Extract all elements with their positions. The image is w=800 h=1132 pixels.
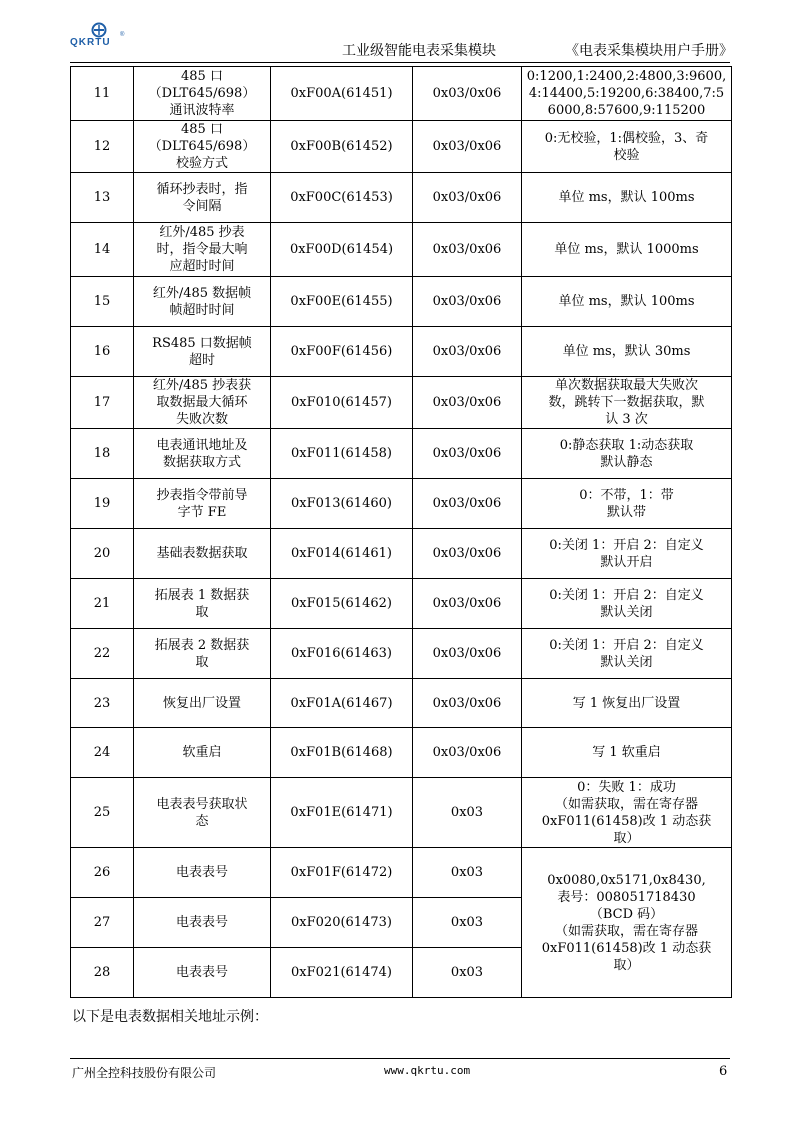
cell-register-address: 0xF01A(61467) [271, 679, 413, 728]
cell-parameter-name: 循环抄表时，指 令间隔 [134, 173, 271, 223]
cell-index: 28 [71, 948, 134, 998]
cell-register-address: 0xF00C(61453) [271, 173, 413, 223]
table-row [71, 223, 732, 277]
cell-description: 单位 ms，默认 30ms [522, 327, 732, 377]
cell-description: 写 1 恢复出厂设置 [522, 679, 732, 728]
logo-text: QKRTU [70, 37, 111, 48]
cell-description: 0:1200,1:2400,2:4800,3:9600, 4:14400,5:19200,6:38400,7:5 6000,8:57600,9:115200 [522, 67, 732, 121]
table-row [71, 848, 732, 898]
cell-function-code: 0x03/0x06 [413, 121, 522, 173]
cell-index: 26 [71, 848, 134, 898]
cell-index: 24 [71, 728, 134, 778]
table-row [71, 778, 732, 848]
cell-index: 17 [71, 377, 134, 429]
cell-function-code: 0x03 [413, 898, 522, 948]
cell-register-address: 0xF00B(61452) [271, 121, 413, 173]
logo-mark-icon [90, 22, 108, 38]
cell-register-address: 0xF00F(61456) [271, 327, 413, 377]
cell-description: 单位 ms，默认 100ms [522, 173, 732, 223]
cell-index: 19 [71, 479, 134, 529]
cell-parameter-name: 电表表号获取状 态 [134, 778, 271, 848]
footer-divider [70, 1058, 730, 1059]
cell-function-code: 0x03/0x06 [413, 529, 522, 579]
cell-parameter-name: 抄表指令带前导 字节 FE [134, 479, 271, 529]
cell-function-code: 0x03/0x06 [413, 173, 522, 223]
cell-parameter-name: 拓展表 1 数据获 取 [134, 579, 271, 629]
cell-function-code: 0x03/0x06 [413, 377, 522, 429]
cell-register-address: 0xF00D(61454) [271, 223, 413, 277]
table-row [71, 479, 732, 529]
table-row [71, 121, 732, 173]
cell-parameter-name: 恢复出厂设置 [134, 679, 271, 728]
cell-description: 0：不带，1：带 默认带 [522, 479, 732, 529]
cell-description: 0:静态获取 1:动态获取 默认静态 [522, 429, 732, 479]
table-row [71, 728, 732, 778]
cell-parameter-name: 485 口 （DLT645/698） 通讯波特率 [134, 67, 271, 121]
cell-description: 0：失败 1：成功 （如需获取，需在寄存器 0xF011(61458)改 1 动态获 取） [522, 778, 732, 848]
cell-register-address: 0xF014(61461) [271, 529, 413, 579]
cell-parameter-name: RS485 口数据帧 超时 [134, 327, 271, 377]
cell-description: 0:关闭 1：开启 2：自定义 默认关闭 [522, 579, 732, 629]
cell-function-code: 0x03 [413, 948, 522, 998]
cell-function-code: 0x03/0x06 [413, 327, 522, 377]
cell-description: 0:无校验，1:偶校验，3、奇 校验 [522, 121, 732, 173]
cell-description: 0:关闭 1：开启 2：自定义 默认开启 [522, 529, 732, 579]
examples-note: 以下是电表数据相关地址示例： [72, 1009, 268, 1025]
table-row [71, 327, 732, 377]
cell-register-address: 0xF013(61460) [271, 479, 413, 529]
cell-parameter-name: 电表表号 [134, 848, 271, 898]
cell-function-code: 0x03/0x06 [413, 277, 522, 327]
cell-function-code: 0x03/0x06 [413, 579, 522, 629]
cell-parameter-name: 红外/485 抄表 时，指令最大响 应超时时间 [134, 223, 271, 277]
logo-registered-mark: ® [120, 32, 125, 38]
table-row [71, 429, 732, 479]
cell-register-address: 0xF01E(61471) [271, 778, 413, 848]
cell-parameter-name: 电表表号 [134, 948, 271, 998]
cell-description: 写 1 软重启 [522, 728, 732, 778]
cell-register-address: 0xF01B(61468) [271, 728, 413, 778]
table-row [71, 277, 732, 327]
cell-register-address: 0xF00E(61455) [271, 277, 413, 327]
cell-function-code: 0x03/0x06 [413, 479, 522, 529]
cell-description-merged: 0x0080,0x5171,0x8430, 表号：008051718430 （BCD 码） （如需获取，需在寄存器 0xF011(61458)改 1 动态获 取） [522, 848, 732, 998]
document-title: 工业级智能电表采集模块 [342, 43, 496, 59]
cell-parameter-name: 红外/485 抄表获 取数据最大循环 失败次数 [134, 377, 271, 429]
cell-register-address: 0xF01F(61472) [271, 848, 413, 898]
cell-description: 单位 ms，默认 100ms [522, 277, 732, 327]
cell-index: 20 [71, 529, 134, 579]
cell-function-code: 0x03/0x06 [413, 679, 522, 728]
manual-title: 《电表采集模块用户手册》 [565, 43, 733, 59]
cell-index: 21 [71, 579, 134, 629]
cell-index: 13 [71, 173, 134, 223]
cell-function-code: 0x03/0x06 [413, 629, 522, 679]
table-row [71, 679, 732, 728]
table-row [71, 529, 732, 579]
table-row [71, 173, 732, 223]
table-row [71, 579, 732, 629]
cell-index: 14 [71, 223, 134, 277]
cell-register-address: 0xF011(61458) [271, 429, 413, 479]
cell-function-code: 0x03/0x06 [413, 728, 522, 778]
cell-register-address: 0xF020(61473) [271, 898, 413, 948]
cell-description: 单次数据获取最大失败次 数，跳转下一数据获取，默 认 3 次 [522, 377, 732, 429]
cell-function-code: 0x03/0x06 [413, 223, 522, 277]
cell-index: 27 [71, 898, 134, 948]
header-divider [70, 62, 730, 63]
page-number: 6 [719, 1064, 728, 1079]
table-row [71, 67, 732, 121]
cell-parameter-name: 485 口 （DLT645/698） 校验方式 [134, 121, 271, 173]
register-table [70, 66, 732, 998]
cell-parameter-name: 电表表号 [134, 898, 271, 948]
cell-register-address: 0xF015(61462) [271, 579, 413, 629]
cell-register-address: 0xF016(61463) [271, 629, 413, 679]
cell-index: 16 [71, 327, 134, 377]
table-row [71, 377, 732, 429]
cell-index: 22 [71, 629, 134, 679]
cell-register-address: 0xF00A(61451) [271, 67, 413, 121]
cell-index: 18 [71, 429, 134, 479]
cell-description: 单位 ms，默认 1000ms [522, 223, 732, 277]
cell-parameter-name: 基础表数据获取 [134, 529, 271, 579]
cell-index: 23 [71, 679, 134, 728]
cell-parameter-name: 电表通讯地址及 数据获取方式 [134, 429, 271, 479]
cell-index: 12 [71, 121, 134, 173]
cell-parameter-name: 红外/485 数据帧 帧超时时间 [134, 277, 271, 327]
cell-function-code: 0x03 [413, 848, 522, 898]
cell-parameter-name: 软重启 [134, 728, 271, 778]
cell-description: 0:关闭 1：开启 2：自定义 默认关闭 [522, 629, 732, 679]
cell-index: 25 [71, 778, 134, 848]
cell-function-code: 0x03/0x06 [413, 429, 522, 479]
table-row [71, 629, 732, 679]
cell-register-address: 0xF010(61457) [271, 377, 413, 429]
cell-function-code: 0x03/0x06 [413, 67, 522, 121]
footer-url[interactable]: www.qkrtu.com [384, 1064, 471, 1077]
company-logo [70, 22, 128, 54]
cell-index: 15 [71, 277, 134, 327]
cell-parameter-name: 拓展表 2 数据获 取 [134, 629, 271, 679]
cell-register-address: 0xF021(61474) [271, 948, 413, 998]
footer-company: 广州全控科技股份有限公司 [72, 1066, 217, 1080]
cell-function-code: 0x03 [413, 778, 522, 848]
cell-index: 11 [71, 67, 134, 121]
